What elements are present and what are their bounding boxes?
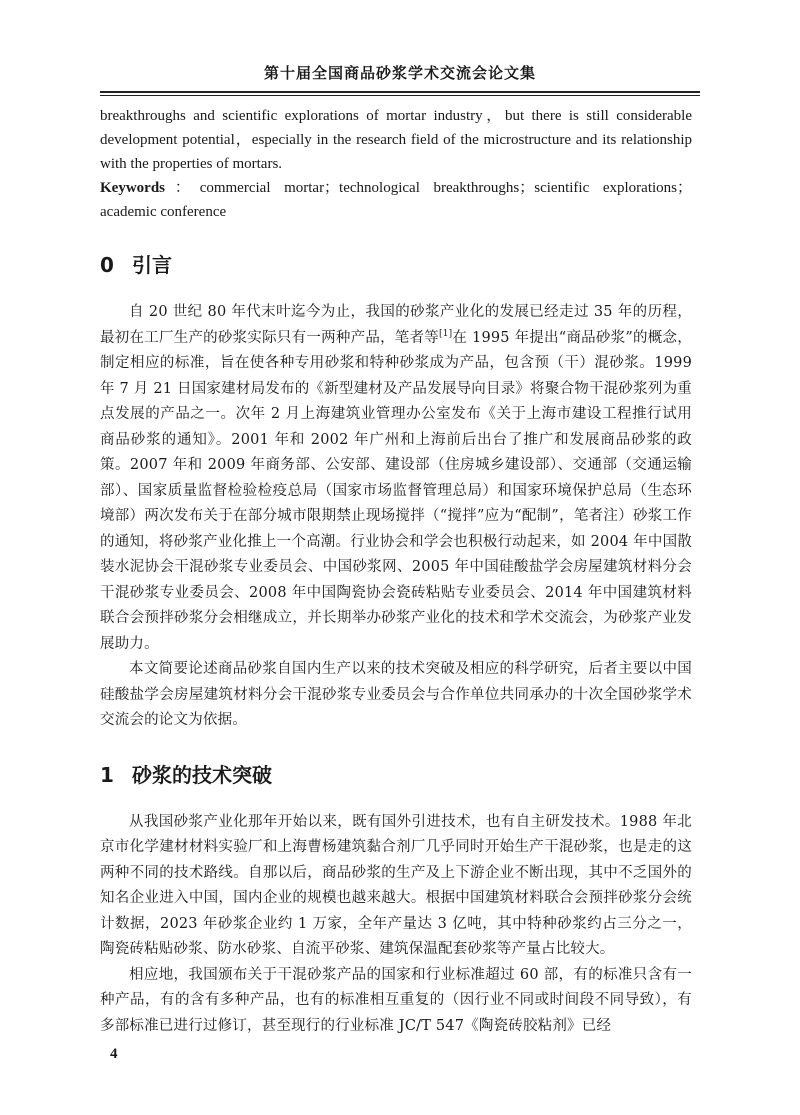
keywords-text: ：commercial mortar；technological breakthroughs；scientific explorations；academic conference: [100, 180, 692, 220]
header-title: 第十届全国商品砂浆学术交流会论文集: [263, 64, 536, 82]
paragraph-text: 自 20 世纪 80 年代末叶迄今为止，我国的砂浆产业化的发展已经走过 35 年的历程，最初在工厂生产的砂浆实际只有一两种产品，笔者等: [100, 304, 692, 346]
section-0-title: 引言: [132, 253, 172, 277]
section-0-number: 0: [100, 253, 114, 277]
running-header: [100, 62, 700, 93]
section-1-paragraph-2: 相应地，我国颁布关于干混砂浆产品的国家和行业标准超过 60 部，有的标准只含有一种产品，有的含有多种产品，也有的标准相互重复的（因行业不同或时间段不同导致），有多部标准已进行过修订，甚至现行的行业标准 JC/T 547《陶瓷砖胶粘剂》已经: [100, 966, 692, 1034]
page-number: 4: [110, 1046, 118, 1062]
section-1-title: 砂浆的技术突破: [132, 762, 272, 787]
section-1-paragraph-1: 从我国砂浆产业化那年开始以来，既有国外引进技术，也有自主研发技术。1988 年北京市化学建材材料实验厂和上海曹杨建筑黏合剂厂几乎同时开始生产干混砂浆，也是走的这两种不同的技术路线。自那以后，商品砂浆的生产及上下游企业不断出现，其中不乏国外的知名企业进入中国，国内企业的规模也越来越大。根据中国建筑材料联合会预拌砂浆分会统计数据，2023 年砂浆企业约 1 万家，全年产量达 3 亿吨，其中特种砂浆约占三分之一，陶瓷砖粘贴砂浆、防水砂浆、自流平砂浆、建筑保温配套砂浆等产量占比较大。: [100, 813, 692, 957]
page-body: [100, 104, 692, 1039]
paragraph-text: 在 1995 年提出“商品砂浆”的概念，制定相应的标准，旨在使各种专用砂浆和特种砂浆成为产品，包含预（干）混砂浆。1999 年 7 月 21 日国家建材局发布的《新型建材及产品发展导向目录》将聚合物干混砂浆列为重点发展的产品之一。次年 2 月上海建筑业管理办公室发布《关于上海市建设工程推行试用商品砂浆的通知》。2001 年和 2002 年广州和上海前后出台了推广和发展商品砂浆的政策。2007 年和 2009 年商务部、公安部、建设部（住房城乡建设部）、交通部（交通运输部）、国家质量监督检验检疫总局（国家市场监督管理总局）和国家环境保护总局（生态环境部）两次发布关于在部分城市限期禁止现场搅拌（“搅拌”应为“配制”，笔者注）砂浆工作的通知，将砂浆产业化推上一个高潮。行业协会和学会也积极行动起来，如 2004 年中国散装水泥协会干混砂浆专业委员会、中国砂浆网、2005 年中国硅酸盐学会房屋建筑材料分会干混砂浆专业委员会、2008 年中国陶瓷协会瓷砖粘贴专业委员会、2014 年中国建筑材料联合会预拌砂浆分会相继成立，并长期举办砂浆产业化的技术和学术交流会，为砂浆产业发展助力。: [100, 329, 692, 652]
section-1-heading: [100, 762, 692, 788]
keywords-line: [100, 176, 692, 224]
abstract-continuation: breakthroughs and scientific explorations of mortar industry，but there is still considerable development potential，especially in the research field of the microstructure and its relationship with the properties of mortars.: [100, 108, 692, 172]
section-0-paragraph-2: 本文简要论述商品砂浆自国内生产以来的技术突破及相应的科学研究，后者主要以中国硅酸盐学会房屋建筑材料分会干混砂浆专业委员会与合作单位共同承办的十次全国砂浆学术交流会的论文为依据。: [100, 661, 692, 728]
keywords-label: Keywords: [100, 180, 165, 196]
reference-marker[interactable]: [1]: [439, 328, 453, 339]
section-0-heading: [100, 252, 692, 278]
section-1-number: 1: [100, 762, 114, 787]
section-0-paragraph-1: [100, 300, 692, 657]
